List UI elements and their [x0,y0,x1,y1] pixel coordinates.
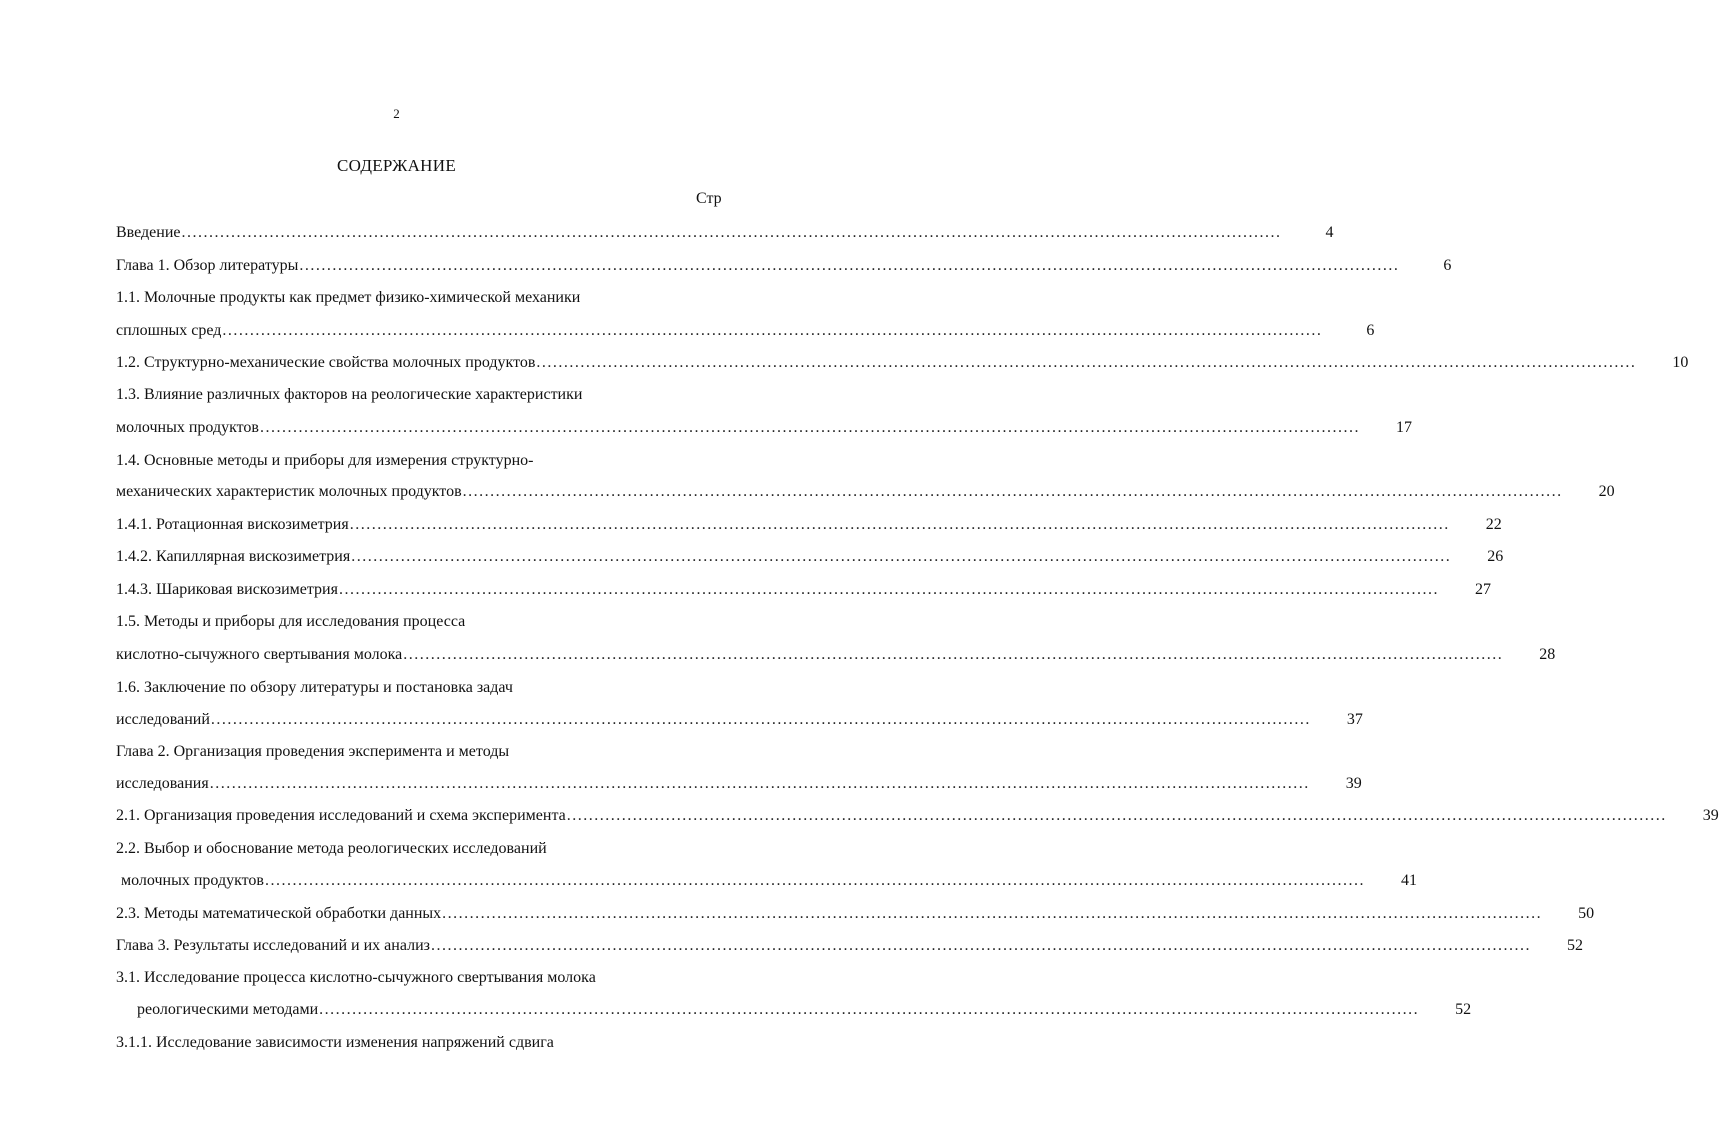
toc-entry-text: 2.2. Выбор и обоснование метода реологических исследований [116,840,547,857]
toc-entry-text: 1.5. Методы и приборы для исследования процесса [116,613,466,630]
toc-entry [116,546,1504,568]
page-column-label: Стр [696,190,722,207]
toc-entry-page: 4 [1325,224,1334,241]
toc-entry [116,352,1689,374]
toc-entry [116,773,1362,795]
toc-entry [116,255,1452,277]
toc-entry-page: 41 [1400,872,1417,889]
dot-leader: ........................................................................................................................................................................................................ [536,354,1637,371]
dot-leader: ........................................................................................................................................................................................................ [462,483,1563,500]
toc-entry-text: 1.4.3. Шариковая вискозиметрия [116,581,338,598]
toc-entry [116,450,733,472]
toc-entry-text: реологическими методами [137,1001,319,1018]
page-number: 2 [393,106,400,121]
toc-entry-page: 39 [1702,807,1719,824]
dot-leader: ........................................................................................................................................................................................................ [209,775,1310,792]
toc-entry [116,935,1583,957]
toc-entry-text: молочных продуктов [116,419,259,436]
dot-leader: ........................................................................................................................................................................................................ [351,548,1452,565]
toc-entry [116,709,1363,731]
toc-entry-text: 1.4. Основные методы и приборы для измерения структурно- [116,452,534,469]
toc-entry [121,870,1417,892]
toc-entry-page: 28 [1539,646,1556,663]
toc-entry-page: 50 [1578,905,1595,922]
toc-entry-text: Введение [116,224,181,241]
toc-entry-text: Глава 1. Обзор литературы [116,257,299,274]
toc-entry-page: 20 [1598,483,1615,500]
dot-leader: ........................................................................................................................................................................................................ [299,257,1400,274]
toc-entry [116,1032,733,1054]
toc-entry [116,579,1491,601]
toc-entry [116,417,1412,439]
toc-entry-text: 2.1. Организация проведения исследований и схема эксперимента [116,807,566,824]
toc-entry-text: кислотно-сычужного свертывания молока [116,646,403,663]
toc-entry-text: молочных продуктов [121,872,264,889]
dot-leader: ........................................................................................................................................................................................................ [442,905,1543,922]
toc-entry-page: 39 [1345,775,1362,792]
dot-leader: ........................................................................................................................................................................................................ [259,419,1360,436]
toc-entry-text: 1.4.2. Капиллярная вискозиметрия [116,548,351,565]
toc-entry-page: 26 [1487,548,1504,565]
toc-entry [116,514,1502,536]
toc-entry-text: 2.3. Методы математической обработки данных [116,905,442,922]
toc-entry-text: механических характеристик молочных продуктов [116,483,462,500]
toc-entry-text: Глава 2. Организация проведения эксперимента и методы [116,743,510,760]
dot-leader: ........................................................................................................................................................................................................ [349,516,1450,533]
toc-entry [116,384,733,406]
toc-entry-text: 1.6. Заключение по обзору литературы и постановка задач [116,679,513,696]
dot-leader: ........................................................................................................................................................................................................ [338,581,1439,598]
toc-entry [116,741,733,763]
toc-entry-page: 6 [1366,322,1375,339]
toc-entry [116,805,1719,827]
toc-entry [116,320,1375,342]
toc-entry [116,287,733,309]
toc-entry-page: 6 [1443,257,1452,274]
toc-entry-page: 22 [1485,516,1502,533]
toc-entry [116,838,733,860]
toc-entry-text: 1.2. Структурно-механические свойства молочных продуктов [116,354,536,371]
toc-entry-text: 1.3. Влияние различных факторов на реологические характеристики [116,386,583,403]
toc-entry-text: исследования [116,775,209,792]
dot-leader: ........................................................................................................................................................................................................ [566,807,1667,824]
toc-entry [137,999,1472,1021]
toc-entry-text: 1.1. Молочные продукты как предмет физико-химической механики [116,289,581,306]
toc-entry-text: исследований [116,711,210,728]
page-title: СОДЕРЖАНИЕ [336,156,457,175]
toc-entry [116,644,1556,666]
toc-entry-page: 10 [1672,354,1689,371]
dot-leader: ........................................................................................................................................................................................................ [403,646,1504,663]
toc-entry-page: 37 [1346,711,1363,728]
toc-entry-text: сплошных сред [116,322,222,339]
toc-entry [116,677,733,699]
dot-leader: ........................................................................................................................................................................................................ [319,1001,1420,1018]
toc-entry-page: 17 [1395,419,1412,436]
dot-leader: ........................................................................................................................................................................................................ [222,322,1323,339]
toc-entry-text: 3.1. Исследование процесса кислотно-сычужного свертывания молока [116,969,596,986]
toc-entry [116,481,1615,503]
toc-entry [116,967,733,989]
dot-leader: ........................................................................................................................................................................................................ [181,224,1282,241]
toc-entry-text: 3.1.1. Исследование зависимости изменения напряжений сдвига [116,1034,554,1051]
dot-leader: ........................................................................................................................................................................................................ [264,872,1365,889]
toc-entry [116,903,1595,925]
toc-entry-page: 52 [1455,1001,1472,1018]
toc-entry [116,222,1334,244]
toc-entry-text: Глава 3. Результаты исследований и их анализ [116,937,430,954]
toc-entry-page: 27 [1474,581,1491,598]
dot-leader: ........................................................................................................................................................................................................ [210,711,1311,728]
toc-entry-text: 1.4.1. Ротационная вискозиметрия [116,516,349,533]
dot-leader: ........................................................................................................................................................................................................ [430,937,1531,954]
toc-entry-page: 52 [1566,937,1583,954]
toc-entry [116,611,733,633]
